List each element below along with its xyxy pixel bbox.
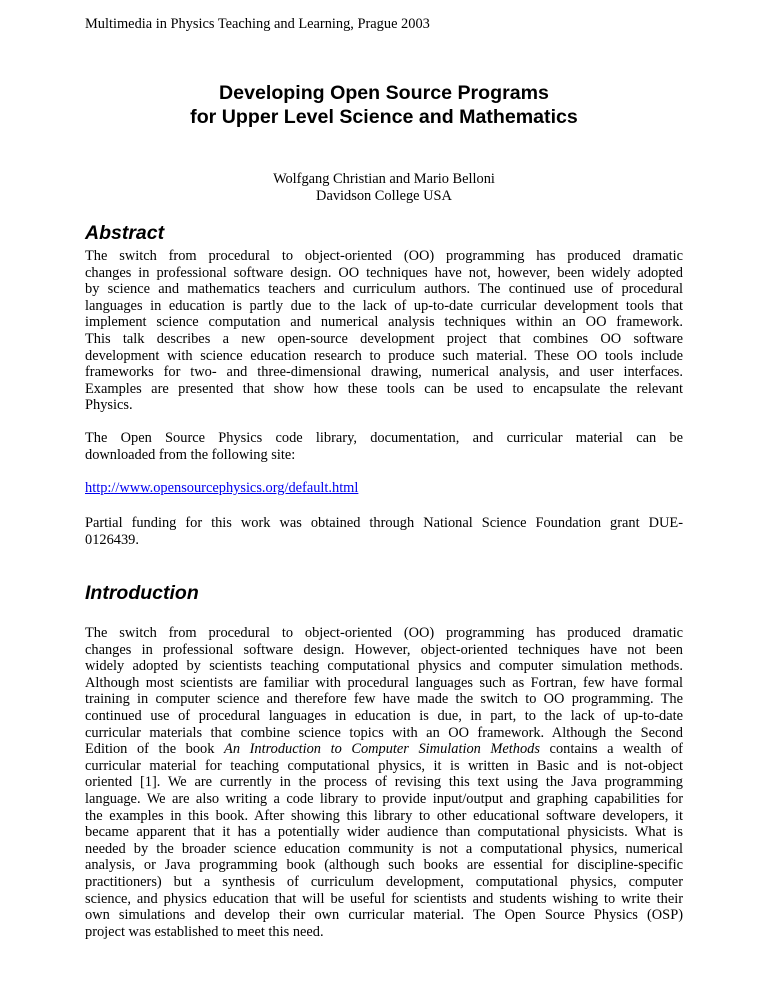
author-affiliation: Davidson College USA [316, 188, 452, 204]
text-line: widely adopted by scientists teaching computational physics and computer simulation methods. [85, 658, 683, 675]
introduction-heading: Introduction [85, 582, 199, 604]
text-line: curricular material for teaching computational physics, it is written in Basic and is not-object [85, 757, 683, 774]
text-line: The Open Source Physics code library, documentation, and curricular material can be [85, 430, 683, 446]
text-line: training in computer science and therefore few have made the switch to OO programming. The [85, 691, 683, 708]
paper-title-line-1: Developing Open Source Programs [219, 82, 549, 104]
paper-title-line-2: for Upper Level Science and Mathematics [190, 106, 578, 128]
text-line: Examples are presented that show how these tools can be used to encapsulate the relevant [85, 380, 683, 397]
text-line: science, and physics education that will be useful for scientists and students wishing to write their [85, 890, 683, 907]
text-line: The switch from procedural to object-oriented (OO) programming has produced dramatic [85, 625, 683, 641]
opensourcephysics-link[interactable]: http://www.opensourcephysics.org/default.html [85, 480, 359, 496]
abstract-paragraph-1 [85, 248, 683, 414]
text-line: changes in professional software design. OO techniques have not, however, been widely adopted [85, 264, 683, 281]
author-names: Wolfgang Christian and Mario Belloni [273, 171, 495, 187]
text-line: Edition of the book An Introduction to Computer Simulation Methods contains a wealth of [85, 741, 683, 758]
text-line: by science and mathematics teachers and curriculum authors. The continued use of procedural [85, 281, 683, 298]
introduction-paragraph [85, 625, 683, 940]
text-line: own simulations and develop their own curricular material. The Open Source Physics (OSP) [85, 907, 683, 924]
text-line: development with science education research to produce such material. These OO tools include [85, 347, 683, 364]
text-line: frameworks for two- and three-dimensional drawing, numerical analysis, and user interfaces. [85, 364, 683, 381]
text-line: The switch from procedural to object-oriented (OO) programming has produced dramatic [85, 248, 683, 264]
abstract-paragraph-2 [85, 430, 683, 463]
paper-title [0, 81, 768, 129]
text-line: This talk describes a new open-source development project that combines OO software [85, 330, 683, 347]
text-line: languages in education is partly due to the lack of up-to-date curricular development tools that [85, 297, 683, 314]
text-line: oriented [1]. We are currently in the process of revising this text using the Java programming [85, 774, 683, 791]
download-link-paragraph [85, 480, 683, 497]
text-line: Although most scientists are familiar with procedural languages such as Fortran, few have formal [85, 674, 683, 691]
text-line: curricular materials that combine science topics with an OO framework. Although the Second [85, 724, 683, 741]
text-line: language. We are also writing a code library to provide input/output and graphing capabilities for [85, 790, 683, 807]
abstract-heading: Abstract [85, 222, 165, 244]
text-line: project was established to meet this need. [85, 923, 324, 940]
text-line: needed by the broader science education community is not a computational physics, numerical [85, 840, 683, 857]
author-block [0, 171, 768, 205]
text-line: analysis, or Java programming book (although such books are essential for discipline-specific [85, 857, 683, 874]
text-line: Partial funding for this work was obtained through National Science Foundation grant DUE- [85, 515, 683, 531]
text-line: Physics. [85, 397, 133, 414]
text-line: 0126439. [85, 531, 139, 548]
text-line: continued use of procedural languages in education is due, in part, to the lack of up-to-date [85, 707, 683, 724]
running-header: Multimedia in Physics Teaching and Learning, Prague 2003 [85, 16, 430, 32]
abstract-paragraph-3 [85, 515, 683, 548]
book-title: An Introduction to Computer Simulation Methods [224, 741, 540, 758]
text-line: became apparent that it has a potentially wider audience than computational physicists. What is [85, 824, 683, 841]
text-line: the examples in this book. After showing this library to other educational software developers, it [85, 807, 683, 824]
text-line: implement science computation and numerical analysis techniques within an OO framework. [85, 314, 683, 331]
text-line: changes in professional software design. However, object-oriented techniques have not been [85, 641, 683, 658]
text-line: downloaded from the following site: [85, 446, 296, 463]
text-line: practitioners) but a synthesis of curriculum development, computational physics, computer [85, 873, 683, 890]
